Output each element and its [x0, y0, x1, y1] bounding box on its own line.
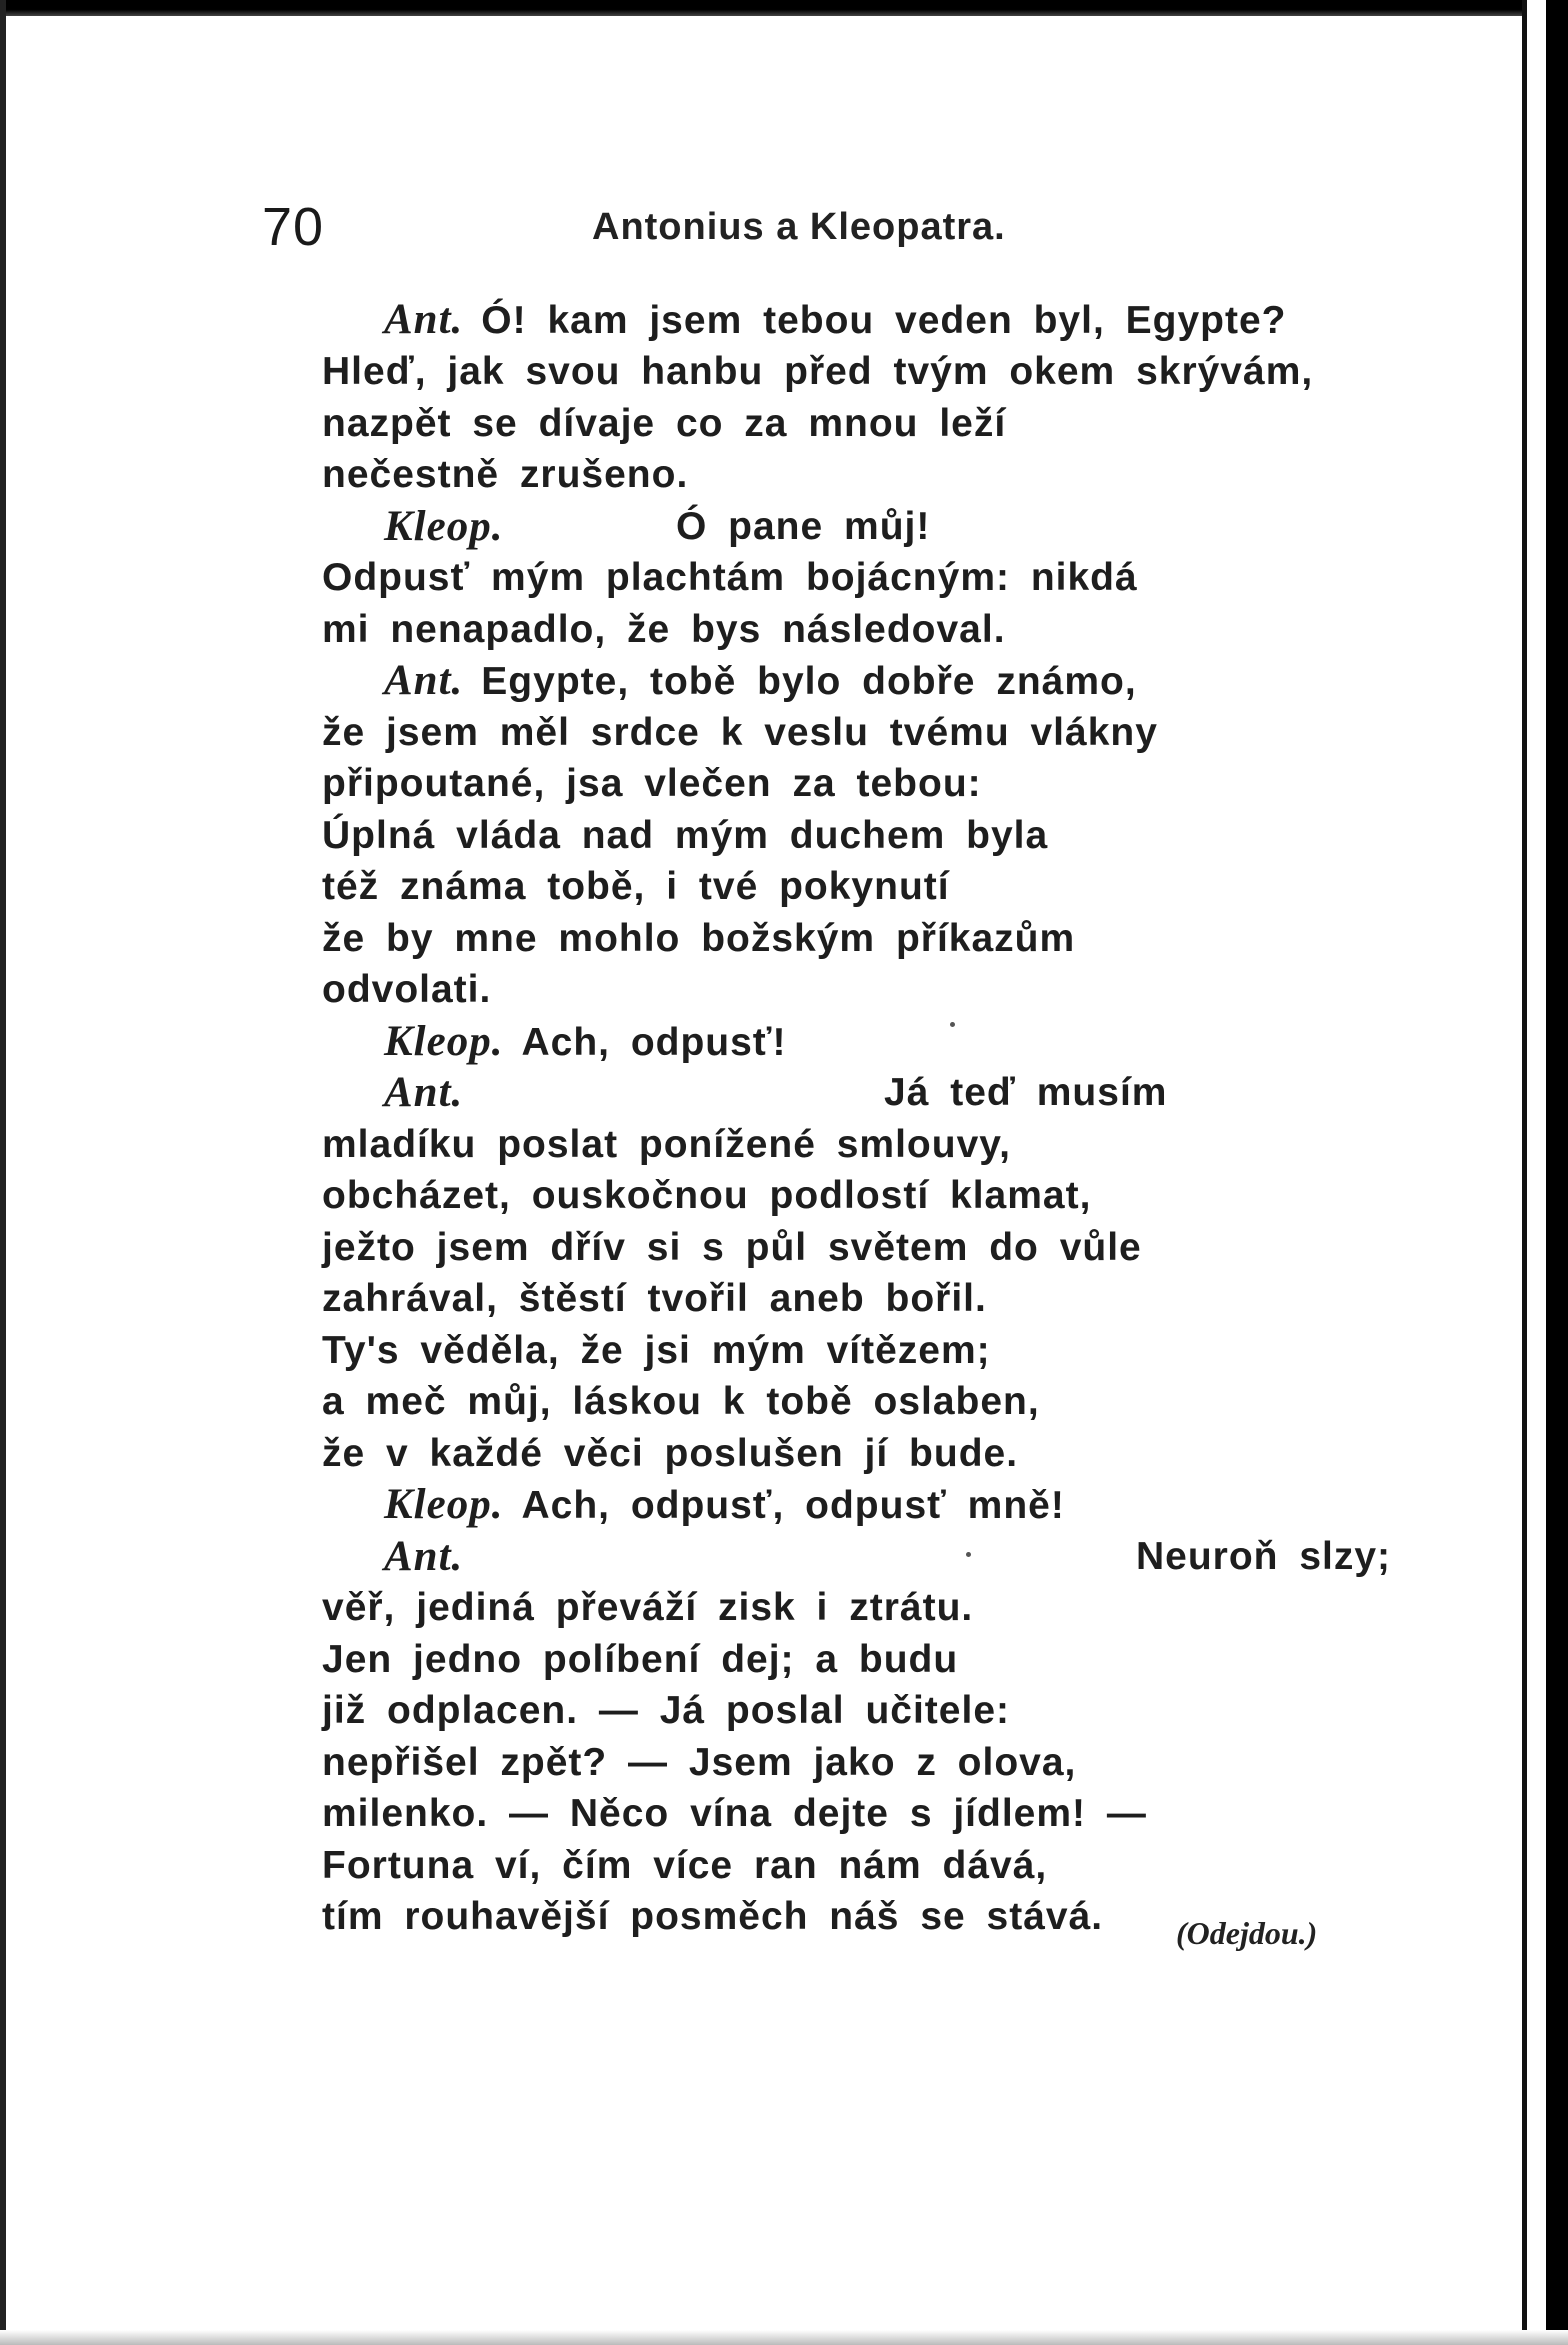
verse-line: nazpět se dívaje co za mnou leží	[322, 402, 1007, 445]
speaker-name: Ant.	[384, 1533, 464, 1580]
speaker-name: Kleop.	[384, 1018, 504, 1065]
verse-line: že by mne mohlo božským příkazům	[322, 917, 1076, 960]
verse-line: Odpusť mým plachtám bojácným: nikdá	[322, 556, 1138, 599]
verse-line: Jen jedno políbení dej; a budu	[322, 1638, 959, 1681]
speech-line-with-speaker	[384, 296, 1286, 345]
speaker-name: Ant.	[384, 1069, 464, 1116]
speech-line-with-speaker	[384, 503, 931, 552]
verse-line: mi nenapadlo, že bys následoval.	[322, 608, 1006, 651]
print-speck	[966, 1552, 971, 1557]
verse-line: věř, jediná převáží zisk i ztrátu.	[322, 1586, 974, 1629]
verse-line: odvolati.	[322, 968, 492, 1011]
verse-line: již odplacen. — Já poslal učitele:	[322, 1689, 1010, 1732]
scan-edge-right-shadow	[1546, 0, 1568, 2345]
verse-line: a meč můj, láskou k tobě oslaben,	[322, 1380, 1040, 1423]
verse-line: Úplná vláda nad mým duchem byla	[322, 814, 1049, 857]
verse-line: mladíku poslat ponížené smlouvy,	[322, 1123, 1011, 1166]
speaker-name: Kleop.	[384, 503, 504, 550]
verse-text-fragment: Ó pane můj!	[676, 505, 931, 548]
verse-text-fragment: Já teď musím	[884, 1071, 1168, 1114]
scan-edge-left	[0, 0, 6, 2345]
verse-line: obcházet, ouskočnou podlostí klamat,	[322, 1174, 1092, 1217]
verse-line: že jsem měl srdce k veslu tvému vlákny	[322, 711, 1158, 754]
verse-text-fragment: Ach, odpusť!	[521, 1021, 787, 1064]
page-number: 70	[262, 197, 325, 257]
speaker-name: Kleop.	[384, 1481, 504, 1528]
speech-line-with-speaker	[384, 1018, 786, 1067]
speech-line-with-speaker	[384, 1481, 1065, 1530]
verse-line: nepřišel zpět? — Jsem jako z olova,	[322, 1741, 1077, 1784]
verse-line: ježto jsem dřív si s půl světem do vůle	[322, 1226, 1142, 1269]
verse-line: tím rouhavější posměch náš se stává.	[322, 1895, 1104, 1938]
verse-line: milenko. — Něco vína dejte s jídlem! —	[322, 1792, 1147, 1835]
verse-line: nečestně zrušeno.	[322, 453, 689, 496]
verse-line: připoutané, jsa vlečen za tebou:	[322, 762, 982, 805]
verse-line: Ty's věděla, že jsi mým vítězem;	[322, 1329, 991, 1372]
running-title: Antonius a Kleopatra.	[592, 206, 1006, 248]
verse-text-fragment: Neuroň slzy;	[1136, 1535, 1392, 1578]
speech-line-with-speaker	[384, 657, 1137, 706]
print-speck	[950, 1022, 955, 1027]
verse-line: Hleď, jak svou hanbu před tvým okem skrývám,	[322, 350, 1314, 393]
speaker-name: Ant.	[384, 657, 464, 704]
verse-text-fragment: Egypte, tobě bylo dobře známo,	[481, 660, 1137, 703]
verse-text-fragment: Ó! kam jsem tebou veden byl, Egypte?	[481, 299, 1287, 342]
verse-line: zahrával, štěstí tvořil aneb bořil.	[322, 1277, 987, 1320]
speech-line-with-speaker	[384, 1533, 1392, 1582]
scan-edge-bottom	[0, 2330, 1568, 2345]
verse-line: že v každé věci poslušen jí bude.	[322, 1432, 1019, 1475]
verse-text-fragment: Ach, odpusť, odpusť mně!	[521, 1484, 1065, 1527]
stage-direction: (Odejdou.)	[1176, 1915, 1318, 1951]
speech-line-with-speaker	[384, 1069, 1168, 1118]
verse-line: též známa tobě, i tvé pokynutí	[322, 865, 950, 908]
speaker-name: Ant.	[384, 296, 464, 343]
verse-line: Fortuna ví, čím více ran nám dává,	[322, 1844, 1048, 1887]
scan-edge-top	[0, 0, 1568, 16]
